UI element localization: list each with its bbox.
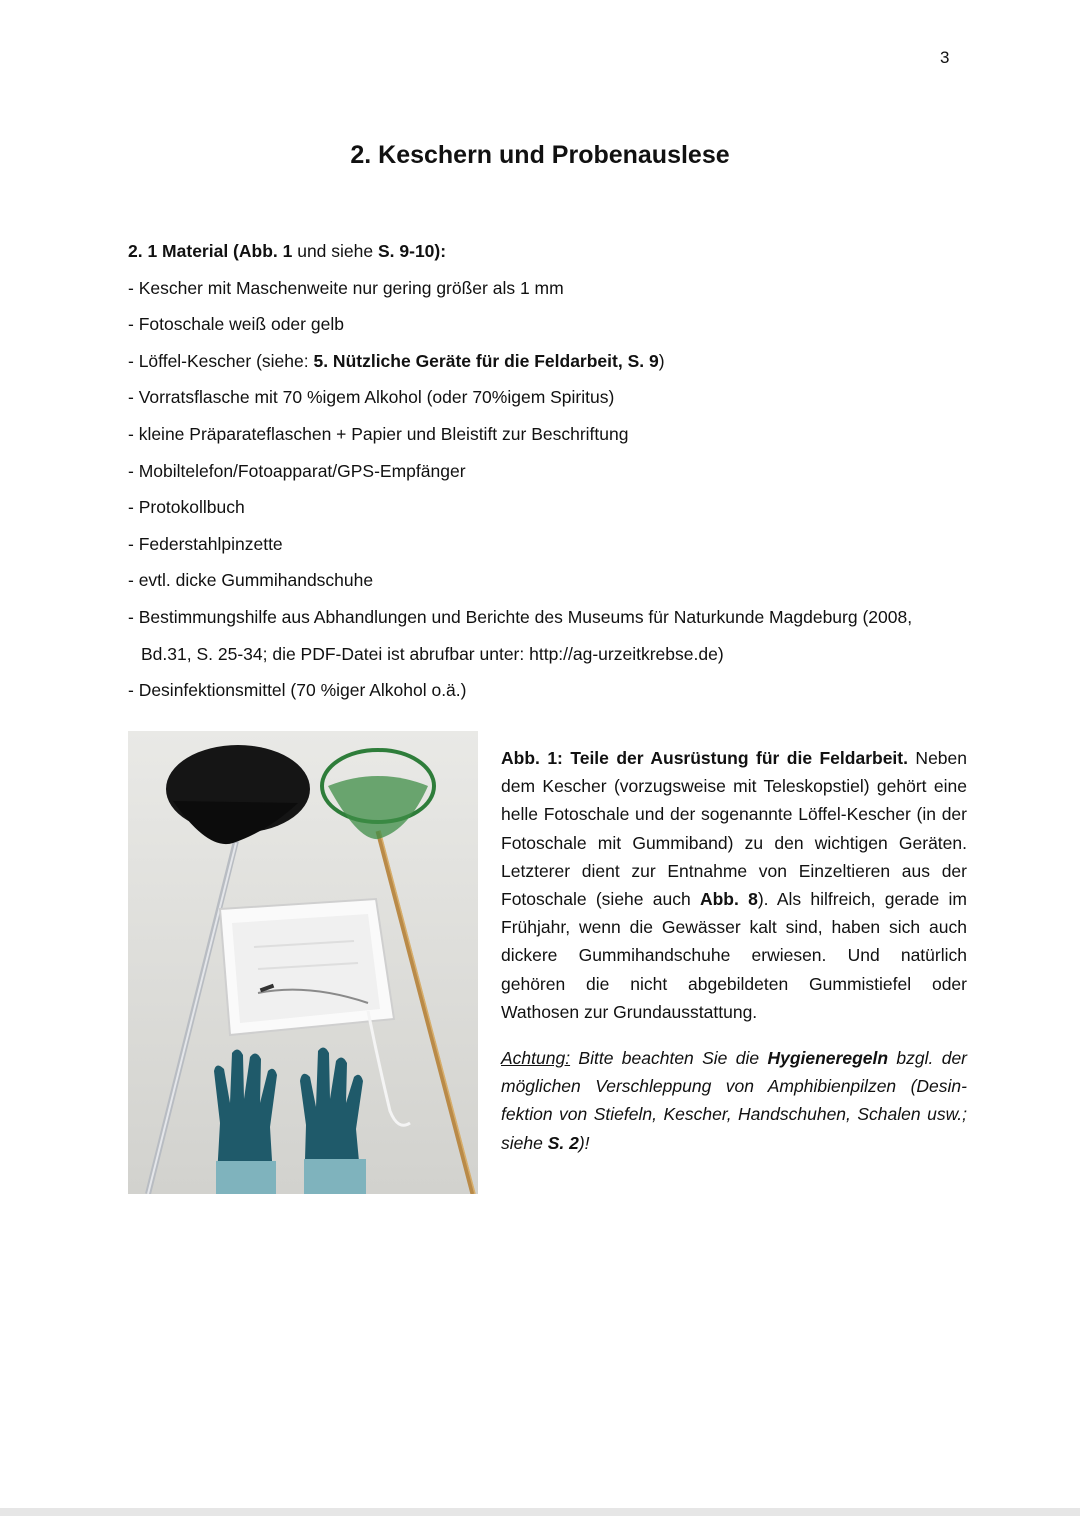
- list-item: - Kescher mit Maschenweite nur gering größer als 1 mm: [128, 277, 564, 298]
- list-item: - Vorratsflasche mit 70 %igem Alkohol (oder 70%igem Spiritus): [128, 387, 615, 408]
- list-item-continuation: Bd.31, S. 25-34; die PDF-Datei ist abrufbar unter: http://ag-urzeitkrebse.de): [141, 643, 724, 664]
- page-title: 2. Keschern und Probenauslese: [350, 141, 730, 169]
- bottom-bar: [0, 1508, 1080, 1516]
- list-item: - Protokollbuch: [128, 497, 245, 518]
- figure-caption: [501, 744, 967, 1157]
- material-section: [128, 233, 968, 709]
- hygiene-warning: Achtung: Bitte beachten Sie die Hygieneregeln bzgl. der möglichen Verschleppung von Amphibienpilzen (Desin-fektion von Stiefeln, Kescher, Handschuhen, Schalen usw.; siehe S. 2)!: [501, 1048, 968, 1153]
- list-item: - Desinfektionsmittel (70 %iger Alkohol o.ä.): [128, 680, 467, 701]
- material-heading: 2. 1 Material (Abb. 1 und siehe S. 9-10):: [128, 241, 447, 261]
- list-item: - Federstahlpinzette: [128, 533, 283, 554]
- page-number: 3: [940, 48, 950, 67]
- list-item: - evtl. dicke Gummihandschuhe: [128, 570, 374, 591]
- list-item: - kleine Präparateflaschen + Papier und Bleistift zur Beschriftung: [128, 423, 629, 444]
- caption-paragraph: Abb. 1: Teile der Ausrüstung für die Feldarbeit. Neben dem Kescher (vorzugsweise mit Teleskopstiel) gehört eine helle Fotoschale und der sogenannte Löffel-Kescher (in der Fotoschale mit Gummiband) zu den wichtigen Geräten. Letzterer dient zur Entnahme von Einzeltieren aus der Fotoschale (siehe auch Abb. 8). Als hilfreich, gerade im Frühjahr, wenn die Gewässer kalt sind, haben sich auch dickere Gummihandschuhe erwiesen. Und natürlich gehören die nicht abgebildeten Gummistiefel oder Wathosen zur Grundausstattung.: [501, 748, 967, 1022]
- list-item: - Fotoschale weiß oder gelb: [128, 314, 344, 335]
- list-item: - Löffel-Kescher (siehe: 5. Nützliche Geräte für die Feldarbeit, S. 9): [128, 350, 665, 371]
- equipment-photo: [128, 731, 478, 1194]
- list-item: - Bestimmungshilfe aus Abhandlungen und Berichte des Museums für Naturkunde Magdeburg (2008,: [128, 606, 913, 627]
- list-item: - Mobiltelefon/Fotoapparat/GPS-Empfänger: [128, 460, 466, 481]
